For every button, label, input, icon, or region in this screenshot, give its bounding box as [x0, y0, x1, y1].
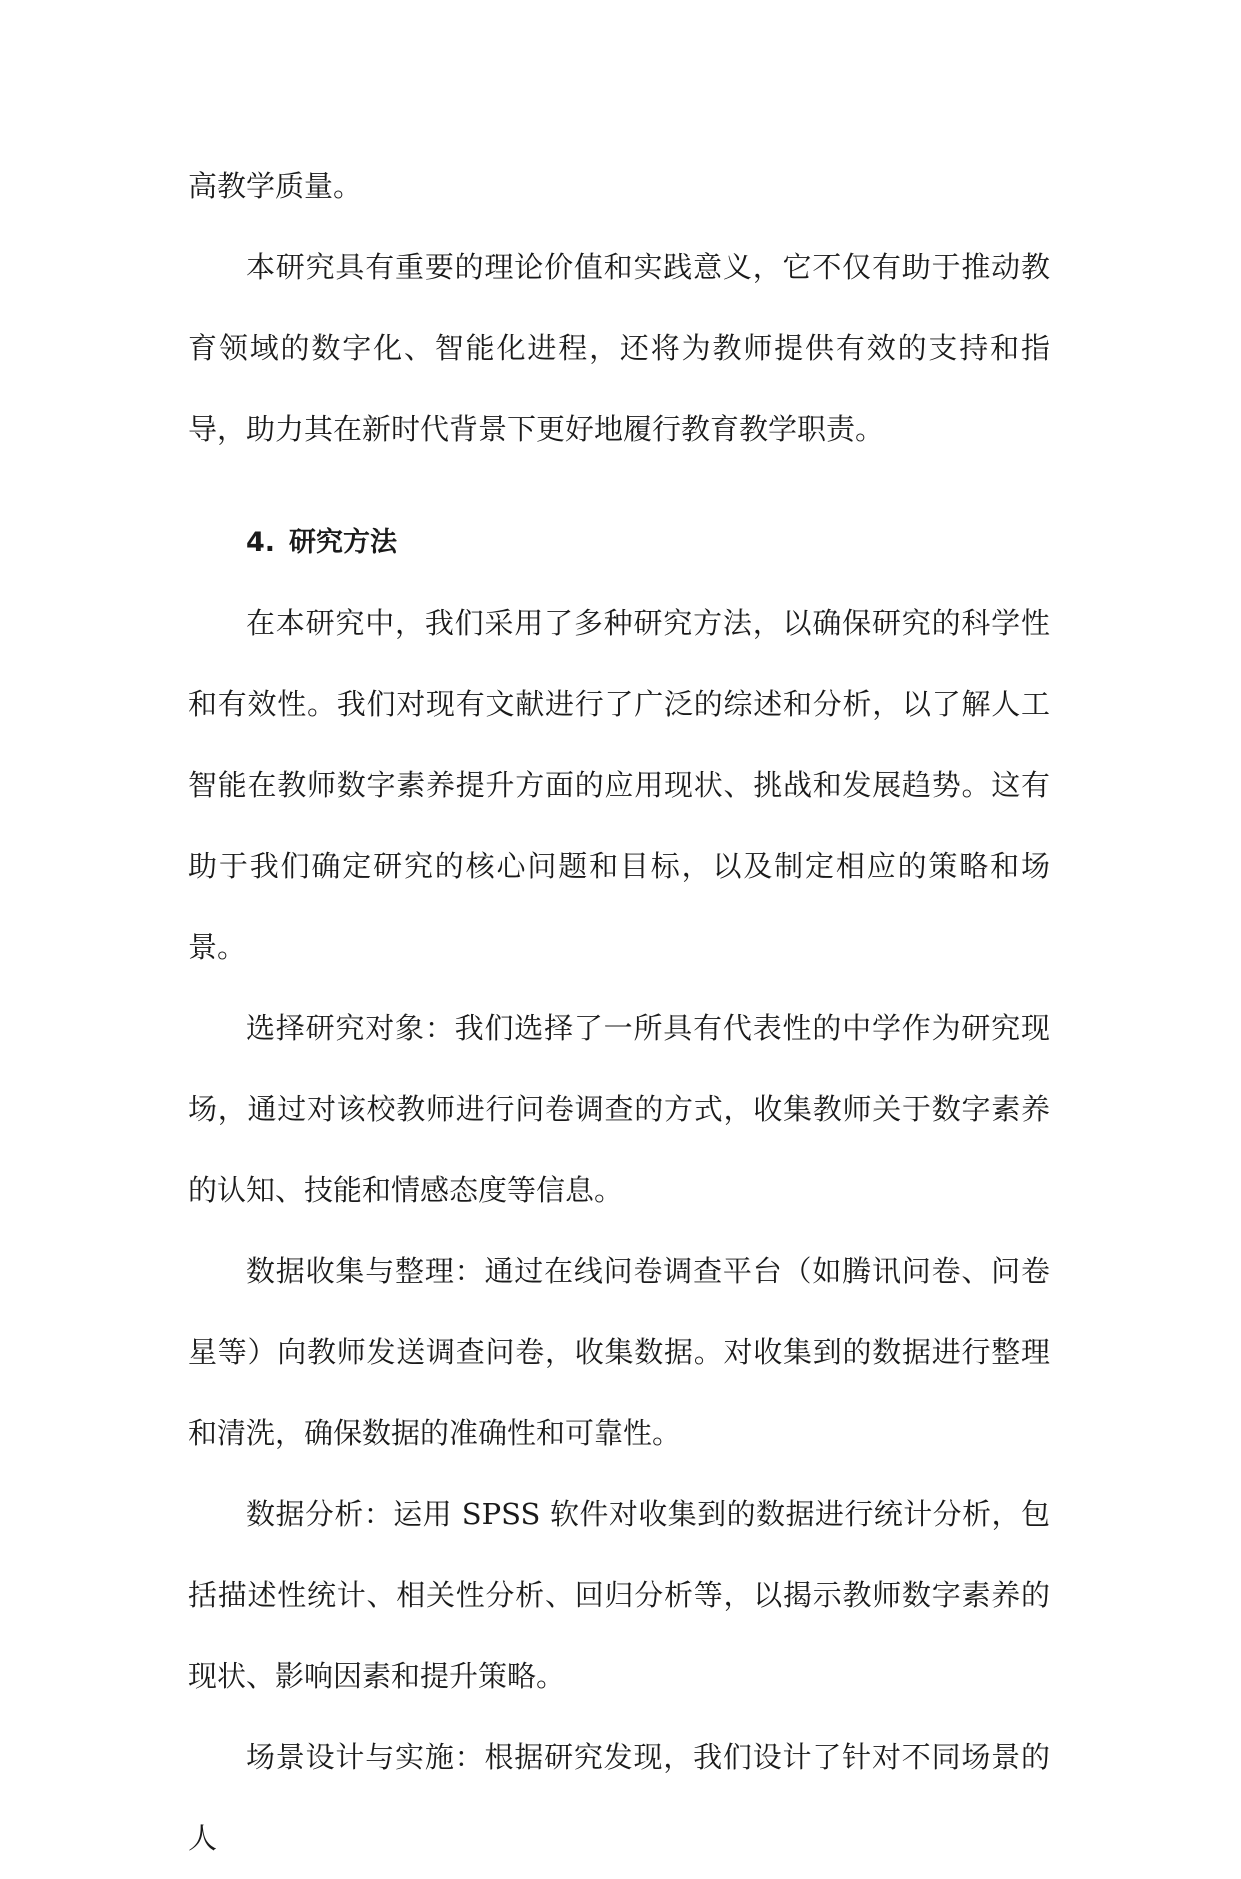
- document-body: [188, 146, 1050, 1879]
- section-heading-research-methods: [188, 502, 1050, 583]
- section-number: 4.: [246, 527, 276, 558]
- paragraph-data-analysis: 数据分析：运用 SPSS 软件对收集到的数据进行统计分析，包括描述性统计、相关性分析、回归分析等，以揭示教师数字素养的现状、影响因素和提升策略。: [188, 1497, 1050, 1693]
- section-title: 研究方法: [289, 527, 398, 558]
- paragraph-select-subjects: 选择研究对象：我们选择了一所具有代表性的中学作为研究现场，通过对该校教师进行问卷调查的方式，收集教师关于数字素养的认知、技能和情感态度等信息。: [188, 1011, 1050, 1207]
- paragraph-research-significance: 本研究具有重要的理论价值和实践意义，它不仅有助于推动教育领域的数字化、智能化进程，还将为教师提供有效的支持和指导，助力其在新时代背景下更好地履行教育教学职责。: [188, 250, 1050, 446]
- paragraph-continuation: 高教学质量。: [188, 169, 363, 203]
- paragraph-data-collection: 数据收集与整理：通过在线问卷调查平台（如腾讯问卷、问卷星等）向教师发送调查问卷，收集数据。对收集到的数据进行整理和清洗，确保数据的准确性和可靠性。: [188, 1254, 1050, 1450]
- paragraph-methods-overview: 在本研究中，我们采用了多种研究方法，以确保研究的科学性和有效性。我们对现有文献进行了广泛的综述和分析，以了解人工智能在教师数字素养提升方面的应用现状、挑战和发展趋势。这有助于我们确定研究的核心问题和目标，以及制定相应的策略和场景。: [188, 606, 1050, 964]
- paragraph-scenario-design: 场景设计与实施：根据研究发现，我们设计了针对不同场景的人: [188, 1740, 1050, 1855]
